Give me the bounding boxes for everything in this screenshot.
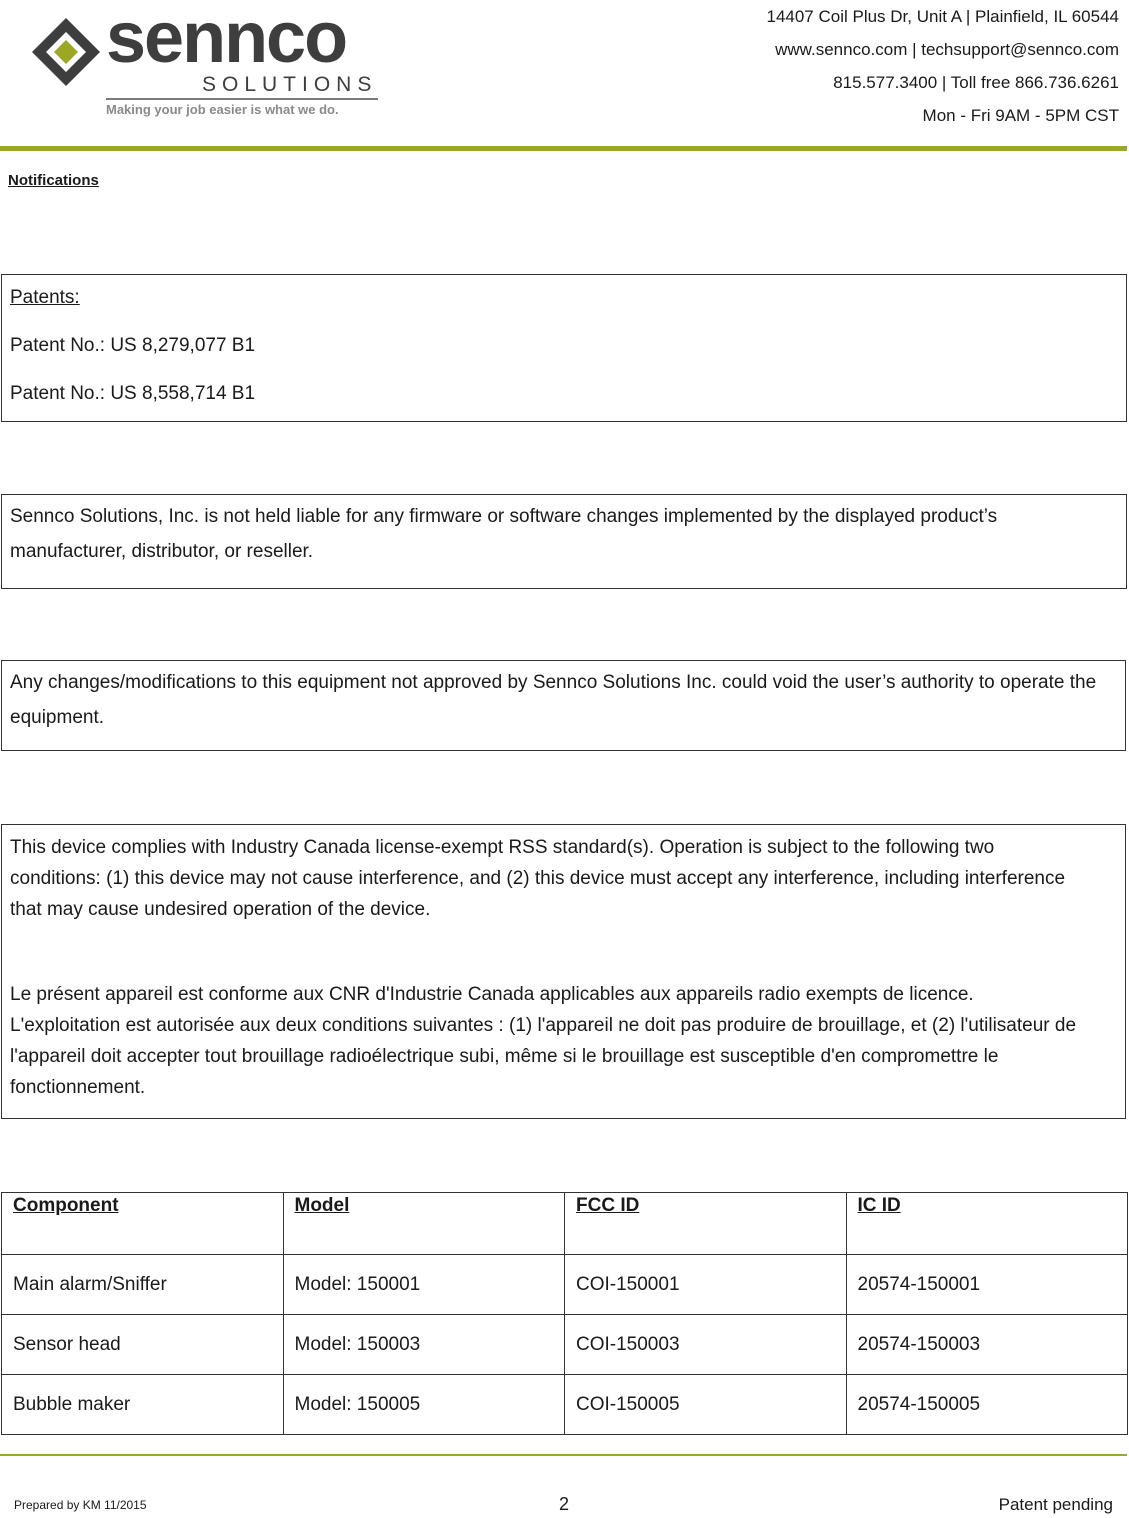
table-row xyxy=(2,1315,1128,1375)
liability-notice-box xyxy=(1,494,1127,589)
patent-item: Patent No.: US 8,558,714 B1 xyxy=(10,383,256,404)
modification-notice: Any changes/modifications to this equipment not approved by Sennco Solutions Inc. could void the user’s authority to operate the equipment. xyxy=(10,672,1097,728)
column-header-ic-id: IC ID xyxy=(846,1193,1128,1255)
hours: Mon - Fri 9AM - 5PM CST xyxy=(922,106,1119,125)
patents-heading: Patents: xyxy=(10,287,80,308)
table-cell: Sensor head xyxy=(2,1315,284,1375)
logo-wordmark: sennco xyxy=(106,0,347,78)
column-header-component: Component xyxy=(2,1193,284,1255)
table-row xyxy=(2,1375,1128,1435)
contact-info xyxy=(766,0,1119,132)
patents-box xyxy=(1,274,1127,422)
patent-item: Patent No.: US 8,279,077 B1 xyxy=(10,335,256,356)
logo-subtitle: SOLUTIONS xyxy=(202,73,378,96)
website-email: www.sennco.com | techsupport@sennco.com xyxy=(775,40,1119,59)
header-divider xyxy=(0,146,1127,151)
table-cell: COI-150001 xyxy=(565,1255,847,1315)
table-cell: Model: 150003 xyxy=(283,1315,565,1375)
modification-notice-box xyxy=(1,660,1126,751)
column-header-fcc-id: FCC ID xyxy=(565,1193,847,1255)
table-cell: COI-150005 xyxy=(565,1375,847,1435)
table-cell: Model: 150005 xyxy=(283,1375,565,1435)
table-row xyxy=(2,1255,1128,1315)
footer-divider xyxy=(0,1454,1127,1456)
prepared-by: Prepared by KM 11/2015 xyxy=(14,1498,147,1512)
industry-canada-english: This device complies with Industry Canada license-exempt RSS standard(s). Operation is subject to the following two conditions: (1) this device may not cause interference, and (2) this device must accept any interference, including interference that may cause undesired operation of the device. xyxy=(10,837,1066,920)
component-table xyxy=(1,1192,1128,1435)
logo-divider xyxy=(106,98,378,100)
address: 14407 Coil Plus Dr, Unit A | Plainfield, IL 60544 xyxy=(766,7,1119,26)
section-title: Notifications xyxy=(8,172,99,189)
table-cell: 20574-150001 xyxy=(846,1255,1128,1315)
column-header-model: Model xyxy=(283,1193,565,1255)
table-cell: 20574-150005 xyxy=(846,1375,1128,1435)
table-cell: 20574-150003 xyxy=(846,1315,1128,1375)
phone: 815.577.3400 | Toll free 866.736.6261 xyxy=(833,73,1119,92)
industry-canada-french: Le présent appareil est conforme aux CNR d'Industrie Canada applicables aux appareils radio exempts de licence. L'exploitation est autorisée aux deux conditions suivantes : (1) l'appareil ne doit pas produire de brouillage, et (2) l'utilisateur de l'appareil doit accepter tout brouillage radioélectrique subi, même si le brouillage est susceptible d'en compromettre le fonctionnement. xyxy=(10,984,1077,1098)
table-cell: Model: 150001 xyxy=(283,1255,565,1315)
table-cell: Bubble maker xyxy=(2,1375,284,1435)
logo-tagline: Making your job easier is what we do. xyxy=(106,102,339,117)
patent-status: Patent pending xyxy=(998,1495,1113,1514)
industry-canada-box xyxy=(1,824,1126,1119)
company-logo xyxy=(28,0,388,126)
table-header-row xyxy=(2,1193,1128,1255)
table-cell: Main alarm/Sniffer xyxy=(2,1255,284,1315)
liability-notice: Sennco Solutions, Inc. is not held liable for any firmware or software changes implemented by the displayed product’s manufacturer, distributor, or reseller. xyxy=(10,506,998,562)
page-number: 2 xyxy=(559,1494,570,1514)
table-cell: COI-150003 xyxy=(565,1315,847,1375)
logo-diamond-icon xyxy=(28,14,106,92)
